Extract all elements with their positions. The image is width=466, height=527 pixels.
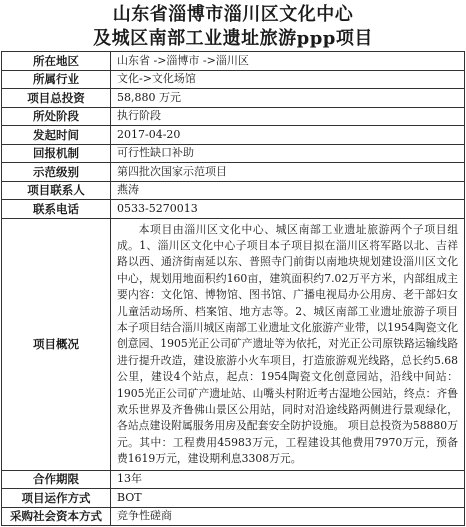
industry-value: 文化->文化场馆 xyxy=(111,70,465,89)
table-row-start-date xyxy=(2,126,465,145)
start-date-label: 发起时间 xyxy=(2,126,111,145)
title-line-1: 山东省淄博市淄川区文化中心 xyxy=(112,4,354,25)
table-row-stage xyxy=(2,107,465,126)
table-row-region xyxy=(2,52,465,71)
table-row-phone xyxy=(2,200,465,219)
table-row-investment xyxy=(2,89,465,108)
overview-label: 项目概况 xyxy=(2,218,111,470)
return-mechanism-label: 回报机制 xyxy=(2,144,111,163)
investment-label: 项目总投资 xyxy=(2,89,111,108)
project-info-table xyxy=(1,51,465,526)
region-label: 所在地区 xyxy=(2,52,111,71)
phone-value: 0533-5270013 xyxy=(111,200,465,219)
procurement-method-label: 采购社会资本方式 xyxy=(2,507,111,526)
investment-value: 58,880 万元 xyxy=(111,89,465,108)
table-row-contact-person xyxy=(2,181,465,200)
phone-label: 联系电话 xyxy=(2,200,111,219)
contact-person-value: 燕涛 xyxy=(111,181,465,200)
stage-value: 执行阶段 xyxy=(111,107,465,126)
industry-label: 所属行业 xyxy=(2,70,111,89)
demo-level-label: 示范级别 xyxy=(2,163,111,182)
procurement-method-value: 竞争性磋商 xyxy=(111,507,465,526)
demo-level-value: 第四批次国家示范项目 xyxy=(111,163,465,182)
start-date-value: 2017-04-20 xyxy=(111,126,465,145)
table-row-return-mechanism xyxy=(2,144,465,163)
table-row-cooperation-period xyxy=(2,470,465,489)
cooperation-period-label: 合作期限 xyxy=(2,470,111,489)
cooperation-period-value: 13年 xyxy=(111,470,465,489)
title-line-2: 及城区南部工业遗址旅游ppp项目 xyxy=(93,28,373,49)
table-row-overview xyxy=(2,218,465,470)
operation-mode-label: 项目运作方式 xyxy=(2,489,111,508)
region-value: 山东省 ->淄博市 ->淄川区 xyxy=(111,52,465,71)
return-mechanism-value: 可行性缺口补助 xyxy=(111,144,465,163)
table-row-demo-level xyxy=(2,163,465,182)
table-row-industry xyxy=(2,70,465,89)
table-row-operation-mode xyxy=(2,489,465,508)
table-row-procurement-method xyxy=(2,507,465,526)
contact-person-label: 项目联系人 xyxy=(2,181,111,200)
overview-value: 本项目由淄川区文化中心、城区南部工业遗址旅游两个子项目组成。1、淄川区文化中心子项目本子项目拟在淄川区将军路以北、吉祥路以西、通济街南延以东、普照寺门前街以南地块规划建设淄川区文化中心，规划用地面积约160亩，建筑面积约7.02万平方米，内部组成主要内容：文化馆、博物馆、图书馆、广播电视局办公用房、老干部妇女儿童活动场所、档案馆、地方志等。2、城区南部工业遗址旅游子项目本子项目结合淄川城区南部工业遗址文化旅游产业带，以1954陶瓷文化创意园、1905光正公司矿产遗址等为依托，对光正公司原铁路运输线路进行提升改造，建设旅游小火车项目，打造旅游观光线路，总长约5.68公里，建设4个站点，起点：1954陶瓷文化创意园站，沿线中间站：1905光正公司矿产遗址站、山嘴头村附近考古湿地公园站，终点：齐鲁欢乐世界及齐鲁佛山景区公用站，同时对沿途线路两侧进行景观绿化，各站点建设附属服务用房及配套安全防护设施。 项目总投资为58880万元。其中：工程费用45983万元，工程建设其他费用7970万元，预备费1619万元，建设期利息3308万元。 xyxy=(111,218,465,470)
operation-mode-value: BOT xyxy=(111,489,465,508)
document-title xyxy=(0,3,466,51)
stage-label: 所处阶段 xyxy=(2,107,111,126)
